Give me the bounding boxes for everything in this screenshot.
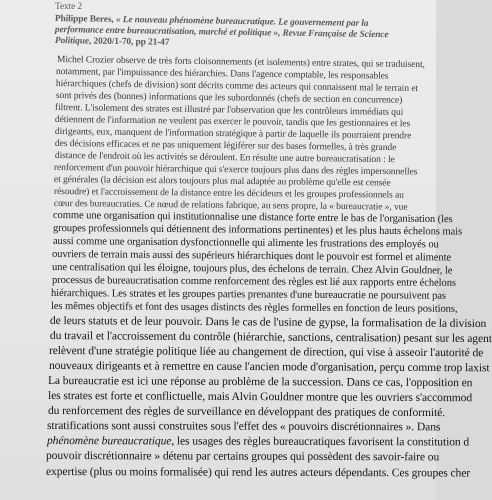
body-line [47, 435, 469, 448]
body-line: ouvriers de terrain mais aussi des supérieurs hiérarchiques dont le pouvoir est formel et alimente [51, 249, 452, 264]
body-line: pouvoir discrétionnaire » détenu par certains groupes qui possèdent des savoir-faire ou [45, 449, 440, 464]
body-line: du renforcement des règles de surveillance en développant des pratiques de conformité. [47, 404, 446, 420]
body-line: La bureaucratie est ici une réponse au problème de la succession. Dans ce cas, l'opposition en [47, 374, 473, 390]
book-title: phénomène bureaucratique [46, 434, 172, 448]
body-line: une centralisation qui les éloigne, toujours plus, des échelons de terrain. Chez Alvin Gouldner, le [51, 262, 453, 277]
body-line: filtrent. L'isolement des strates est illustré par l'observation que les contrôleurs immédiats qui [54, 102, 404, 118]
body-line: nouveaux dirigeants et à remettre en cause l'ancien mode d'organisation, perçu comme trop laxist [48, 359, 490, 375]
body-line: détiennent de l'information ne veulent pas exercer le pouvoir, tandis que les gestionnaires et les [54, 114, 411, 130]
reference-author: Philippe Beres, [54, 14, 117, 25]
body-line: processus de bureaucratisation comme renforcement des règles est lié aux rapports entre échelons [51, 275, 456, 289]
body-line: Michel Crozier observe de très forts cloisonnements (et isolements) entre strates, qui se traduisent, [56, 54, 425, 71]
body-line: du travail et l'accroissement du contrôle (hiérarchie, sanctions, centralisation) pesant sur les agent [49, 329, 492, 346]
reference-line-3 [55, 37, 170, 48]
body-line: de leurs statuts et de leur pouvoir. Dans le cas de l'usine de gypse, la formalisation de la division [49, 314, 487, 331]
reference-journal: Revue Française de Science [282, 28, 389, 41]
body-line: résoudre) et l'accroissement de la distance entre les décideurs et les groupes professionnels au [53, 186, 404, 201]
reference-journal-cont: Politique [54, 36, 90, 47]
body-line: et générales (la décision est alors toujours plus mal adaptée au problème qu'elle est censée [53, 174, 391, 189]
body-line: comme une organisation qui institutionnalise une distance forte entre le bas de l'organisation (les [52, 210, 453, 226]
body-line: hiérarchiques (chefs de division) sont décrits comme des acteurs qui connaissent mal le terrain et [55, 78, 419, 95]
body-line: sont privés des (bonnes) informations que les subordonnés (chefs de section en concurrence) [55, 90, 403, 106]
body-line: les strates est forte et conflictuelle, mais Alvin Gouldner montre que les ouvriers s'accommod [47, 389, 473, 405]
body-line: hiérarchiques. Les strates et les groupes parties prenantes d'une bureaucratie ne poursuivent pas [50, 288, 446, 302]
text-label: Texte 2 [55, 2, 83, 12]
body-line: stratifications sont aussi construites sous l'effet des « pouvoirs discrétionnaires ». Dans [46, 419, 441, 434]
reference-pages: , 2020/1-70, pp 21-47 [88, 36, 170, 48]
body-line: relèvent d'une stratégie politique liée au changement de direction, qui vise à asseoir l'autorité de [48, 344, 484, 360]
body-line: groupes professionnels qui détiennent des informations pertinentes) et les plus hauts échelons mais [52, 223, 463, 238]
body-line-rest: , les usages des règles bureaucratiques favorisent la constitution d [171, 434, 470, 449]
body-line: notamment, par l'impuissance des hiérarchies. Dans l'agence comptable, les responsables [55, 66, 389, 82]
body-line: expertise (plus ou moins formalisée) qui rend les autres acteurs dépendants. Ces groupes cher [45, 465, 471, 480]
reference-title: « Le nouveau phénomène bureaucratique. Le gouvernement par la [115, 14, 369, 29]
body-line: distance de l'endroit où les activités se déroulent. En résulte une autre bureaucratisation : le [54, 150, 395, 166]
body-line: cœur des bureaucraties. Ce nœud de relations fabrique, au sens propre, la « bureaucratie », vue [53, 198, 408, 213]
body-line: aussi comme une organisation dysfonctionnelle qui alimente les frustrations des employés ou [52, 236, 439, 251]
body-line: renforcement d'un pouvoir hiérarchique qui s'exerce toujours plus dans des règles impersonnelles [53, 162, 418, 178]
body-line: des décisions efficaces et ne pas uniquement légiférer sur des bases formelles, à très grande [54, 138, 397, 154]
reference-title-cont: performance entre bureaucratisation, marché et politique », [54, 25, 283, 39]
body-line: les mêmes objectifs et font des usages distincts des règles formelles en fonction de leurs positions, [50, 301, 458, 315]
body-line: dirigeants, eux, manquent de l'information stratégique à partir de laquelle ils pourraient prendre [54, 126, 412, 142]
